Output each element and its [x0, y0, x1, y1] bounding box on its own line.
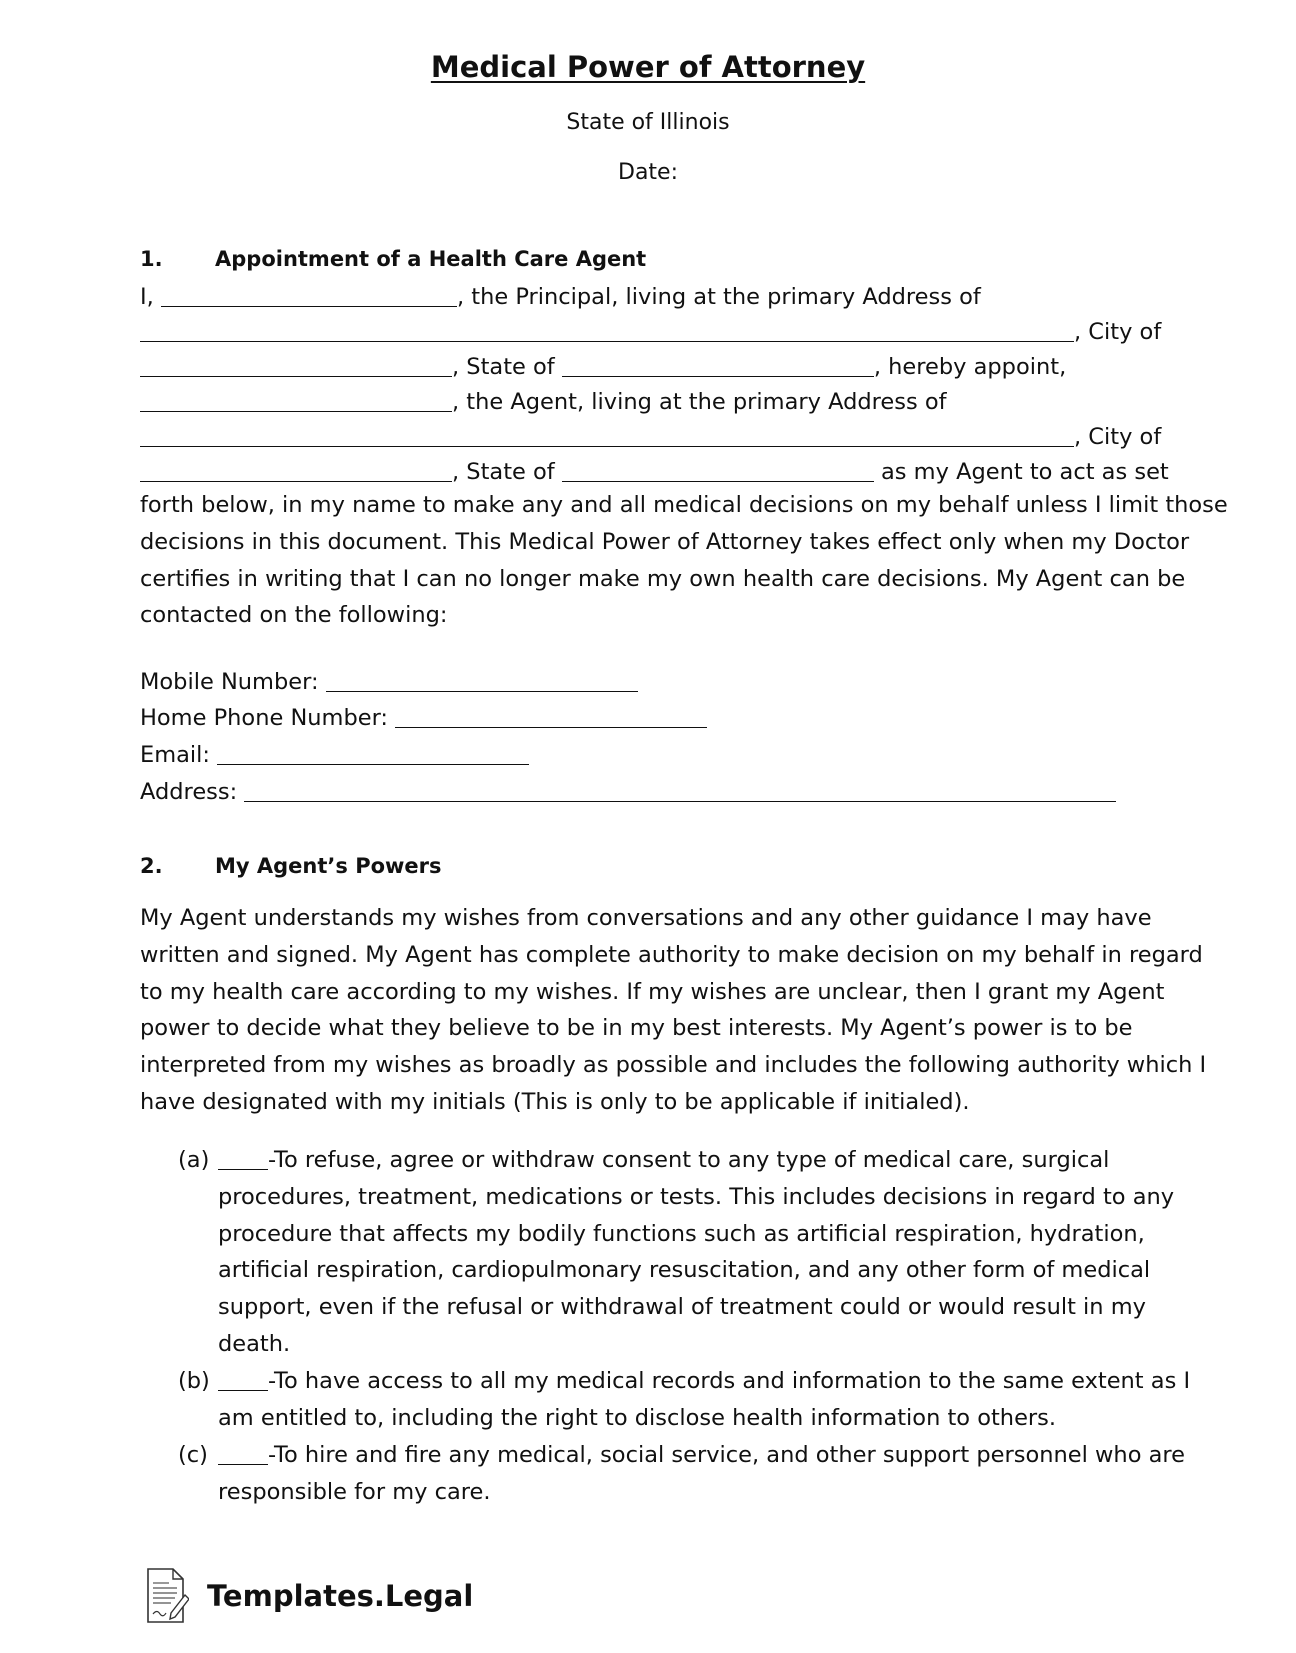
document-pen-icon: [145, 1567, 189, 1625]
agent-state-blank[interactable]: [562, 457, 874, 482]
mobile-number-blank[interactable]: [326, 667, 638, 692]
section-1-heading: 1. Appointment of a Health Care Agent: [140, 247, 647, 271]
initials-blank-c[interactable]: [218, 1442, 268, 1465]
principal-line: I, , the Principal, living at the primary Address of: [140, 284, 981, 310]
principal-city-blank[interactable]: [140, 352, 452, 377]
principal-city-state-line: , State of , hereby appoint,: [140, 352, 1066, 382]
principal-state-blank[interactable]: [562, 352, 874, 377]
email-line: Email:: [140, 740, 529, 770]
agent-city-blank[interactable]: [140, 457, 452, 482]
mobile-number-line: Mobile Number:: [140, 667, 638, 697]
brand-name: Templates.Legal: [207, 1579, 474, 1613]
address-blank[interactable]: [244, 777, 1116, 802]
document-title: Medical Power of Attorney: [430, 50, 866, 84]
section-1-paragraph: forth below, in my name to make any and all medical decisions on my behalf unless I limit those decisions in this document. This Medical Power of Attorney takes effect only when my Doctor certifies in writing that I can no longer make my own health care decisions. My Agent can be contacted on the following:: [140, 492, 1228, 629]
agent-city-state-line: , State of as my Agent to act as set: [140, 457, 1169, 487]
power-item-c: (c) -To hire and fire any medical, social service, and other support personnel who are responsible for my care.: [178, 1442, 1185, 1505]
home-phone-line: Home Phone Number:: [140, 703, 707, 733]
home-phone-blank[interactable]: [395, 703, 707, 728]
email-blank[interactable]: [217, 740, 529, 765]
principal-address-blank[interactable]: [140, 317, 1074, 342]
power-item-a: (a) -To refuse, agree or withdraw consent to any type of medical care, surgical procedures, treatment, medications or tests. This includes decisions in regard to any procedure that affects my bodily functions such as artificial respiration, hydration, artificial respiration, cardiopulmonary resuscitation, and any other form of medical support, even if the refusal or withdrawal of treatment could or would result in my death.: [178, 1147, 1175, 1357]
agent-address-line: , City of: [140, 422, 1161, 452]
agent-name-line: , the Agent, living at the primary Address of: [140, 387, 947, 417]
agent-name-blank[interactable]: [140, 387, 452, 412]
section-2-heading: 2. My Agent’s Powers: [140, 854, 442, 878]
principal-address-line: , City of: [140, 317, 1161, 347]
address-line: Address:: [140, 777, 1116, 807]
initials-blank-a[interactable]: [218, 1147, 268, 1170]
state-line: State of Illinois: [566, 110, 730, 135]
date-label: Date:: [618, 160, 678, 185]
agent-address-blank[interactable]: [140, 422, 1074, 447]
principal-name-blank[interactable]: [161, 282, 457, 307]
initials-blank-b[interactable]: [218, 1368, 268, 1391]
power-item-b: (b) -To have access to all my medical records and information to the same extent as I am entitled to, including the right to disclose health information to others.: [178, 1368, 1191, 1431]
footer-brand: [145, 1567, 473, 1625]
section-2-paragraph: My Agent understands my wishes from conversations and any other guidance I may have written and signed. My Agent has complete authority to make decision on my behalf in regard to my health care according to my wishes. If my wishes are unclear, then I grant my Agent power to decide what they believe to be in my best interests. My Agent’s power is to be interpreted from my wishes as broadly as possible and includes the following authority which I have designated with my initials (This is only to be applicable if initialed).: [140, 905, 1207, 1115]
